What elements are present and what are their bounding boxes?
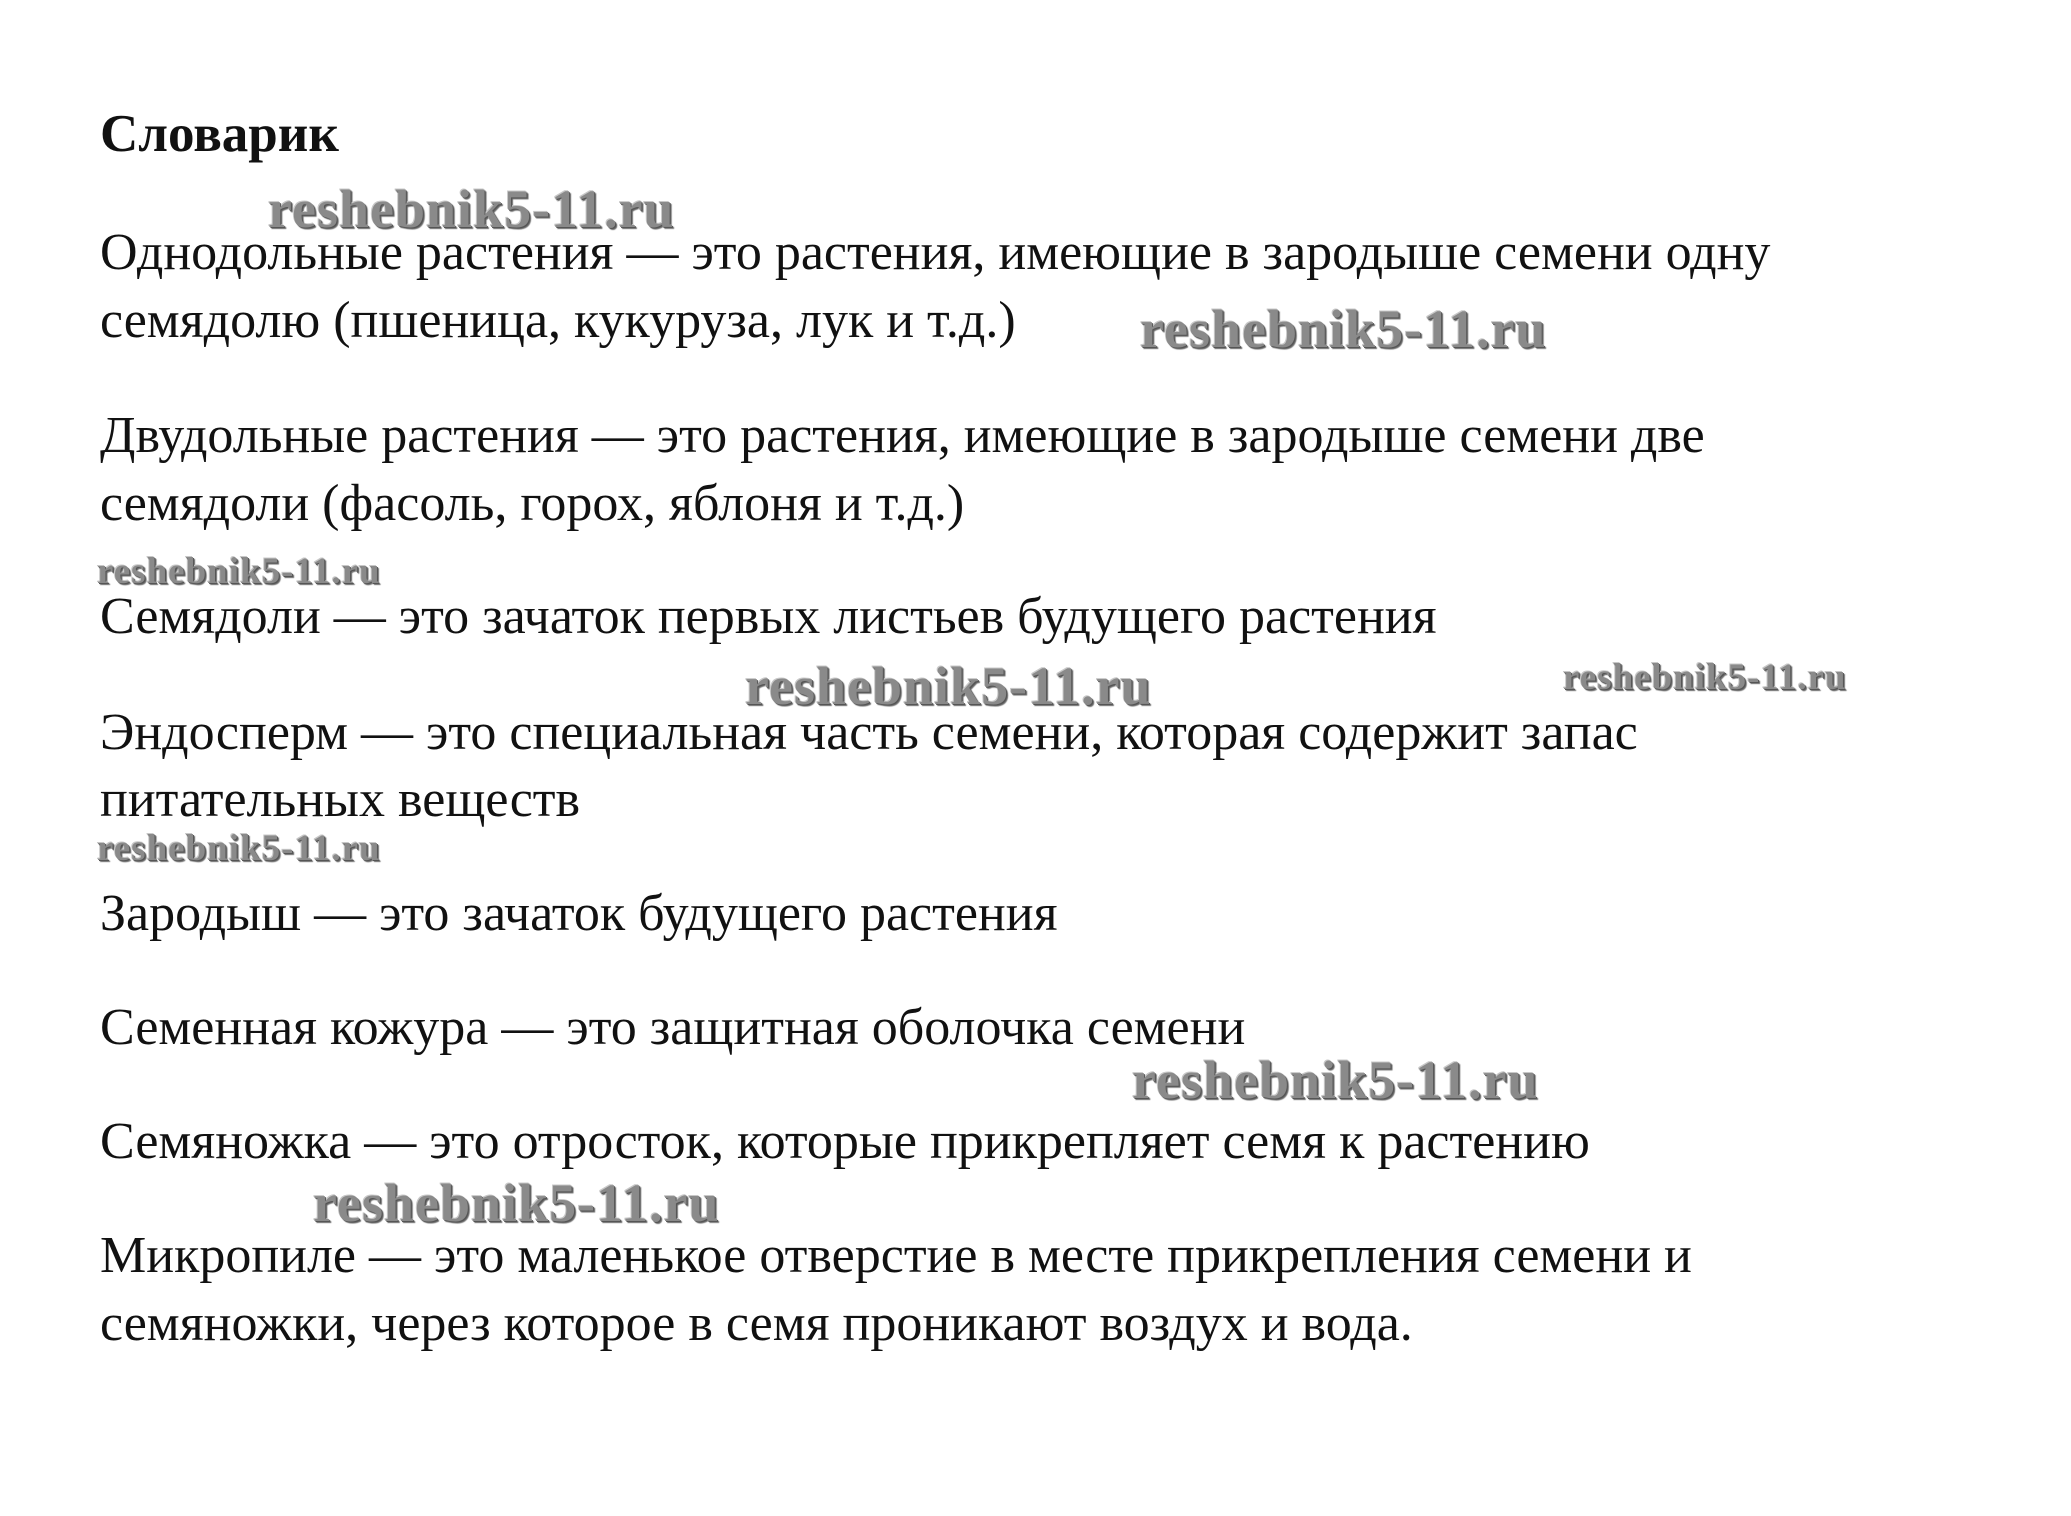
watermark: reshebnik5-11.ru: [1132, 1050, 1539, 1110]
watermark: reshebnik5-11.ru: [97, 828, 381, 869]
watermark: reshebnik5-11.ru: [745, 656, 1152, 716]
watermark: reshebnik5-11.ru: [1563, 657, 1847, 698]
entry-line: Зародыш — это зачаток будущего растения: [100, 885, 1058, 942]
entry-line: Семядоли — это зачаток первых листьев будущего растения: [100, 588, 1437, 645]
watermark: reshebnik5-11.ru: [313, 1173, 720, 1233]
watermark: reshebnik5-11.ru: [1140, 299, 1547, 359]
entry-line: Семяножка — это отросток, которые прикрепляет семя к растению: [100, 1113, 1590, 1170]
entry-line: Микропиле — это маленькое отверстие в месте прикрепления семени и: [100, 1227, 1692, 1284]
entry-line: Двудольные растения — это растения, имеющие в зародыше семени две: [100, 407, 1705, 464]
page-title: Словарик: [100, 105, 339, 163]
entry-line: Семенная кожура — это защитная оболочка семени: [100, 999, 1246, 1056]
entry-line: семядоли (фасоль, горох, яблоня и т.д.): [100, 475, 965, 532]
entry-line: питательных веществ: [100, 771, 581, 828]
entry-line: семядолю (пшеница, кукуруза, лук и т.д.): [100, 292, 1016, 349]
watermark: reshebnik5-11.ru: [97, 551, 381, 592]
watermark: reshebnik5-11.ru: [268, 179, 675, 239]
entry-line: Эндосперм — это специальная часть семени, которая содержит запас: [100, 704, 1638, 761]
entry-line: семяножки, через которое в семя проникают воздух и вода.: [100, 1295, 1413, 1352]
entry-line: Однодольные растения — это растения, имеющие в зародыше семени одну: [100, 224, 1771, 281]
